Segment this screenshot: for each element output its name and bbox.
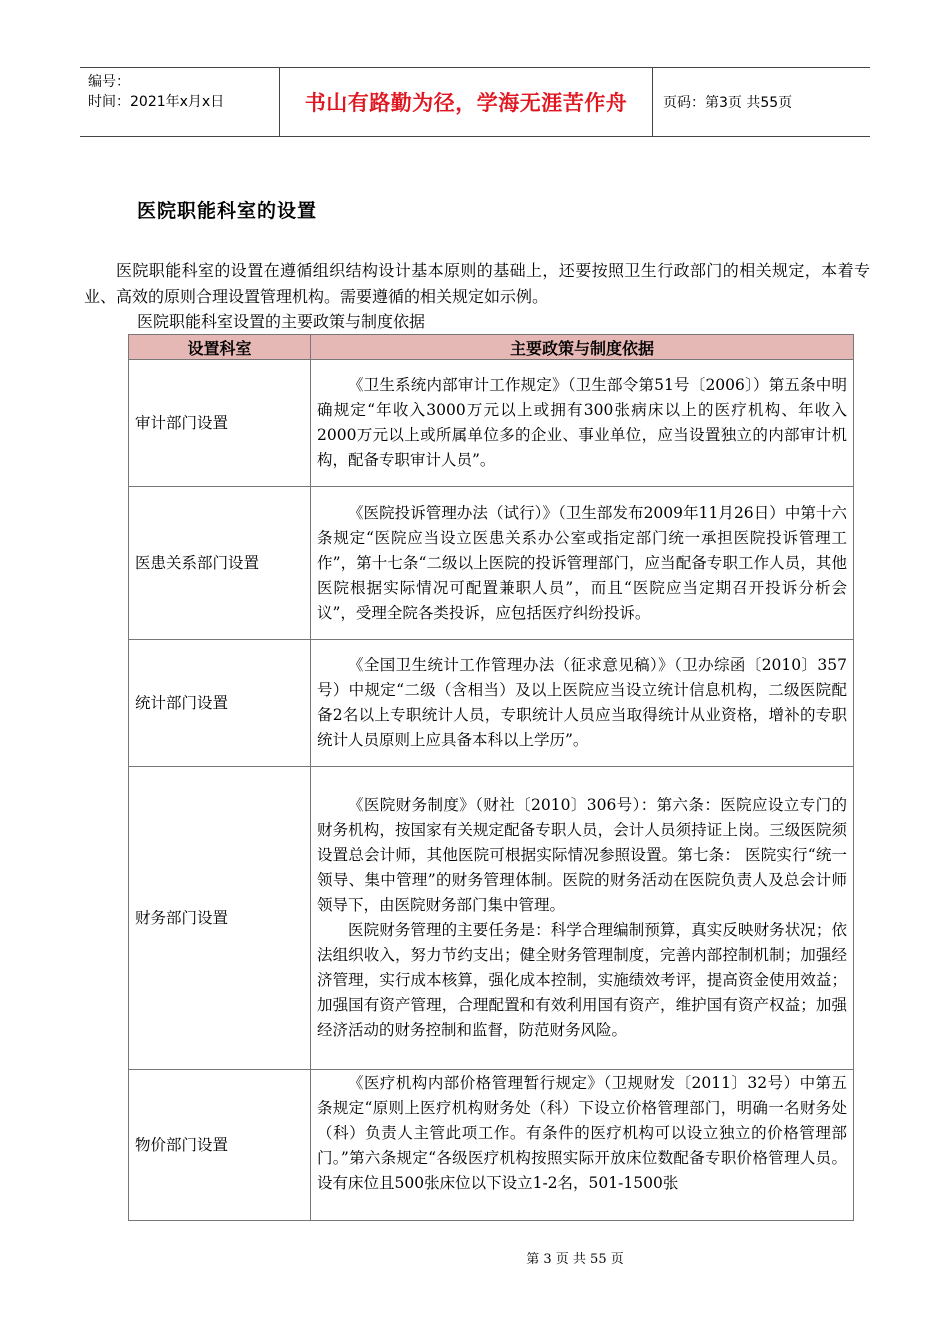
dept-cell: 物价部门设置 (129, 1070, 311, 1221)
table-row (129, 640, 854, 767)
intro-paragraph: 医院职能科室的设置在遵循组织结构设计基本原则的基础上，还要按照卫生行政部门的相关规定，本着专业、高效的原则合理设置管理机构。需要遵循的相关规定如示例。 (84, 261, 870, 306)
table-row (129, 360, 854, 487)
policy-text-2: 医院财务管理的主要任务是：科学合理编制预算，真实反映财务状况；依法组织收入，努力节约支出；健全财务管理制度，完善内部控制机制；加强经济管理，实行成本核算，强化成本控制，实施绩效考评，提高资金使用效益；加强国有资产管理，合理配置和有效利用国有资产，维护国有资产权益；加强经济活动的财务控制和监督，防范财务风险。 (317, 921, 847, 1039)
policy-cell (311, 360, 854, 487)
table-row (129, 487, 854, 640)
policy-table (128, 334, 854, 1221)
table-row (129, 1070, 854, 1221)
page-footer: 第 3 页 共 55 页 (526, 1252, 624, 1267)
policy-cell (311, 640, 854, 767)
policy-cell (311, 487, 854, 640)
time-label: 时间：2021年x月x日 (88, 94, 225, 110)
header-dept: 设置科室 (129, 335, 311, 360)
header-motto-cell (280, 68, 653, 136)
policy-cell (311, 767, 854, 1070)
policy-text: 《全国卫生统计工作管理办法（征求意见稿）》（卫办综函〔2010〕357号）中规定“二级（含相当）及以上医院应当设立统计信息机构，二级医院配备2名以上专职统计人员，专职统计人员应当取得统计从业资格，增补的专职统计人员原则上应具备本科以上学历”。 (317, 656, 847, 749)
dept-cell: 统计部门设置 (129, 640, 311, 767)
policy-text: 《医疗机构内部价格管理暂行规定》（卫规财发〔2011〕32号）中第五条规定“原则上医疗机构财务处（科）下设立价格管理部门，明确一名财务处（科）负责人主管此项工作。有条件的医疗机构可以设立独立的价格管理部门。”第六条规定“各级医疗机构按照实际开放床位数配备专职价格管理人员。设有床位且500张床位以下设立1-2名，501-1500张 (317, 1074, 847, 1192)
table-row (129, 767, 854, 1070)
page-header (80, 67, 870, 137)
header-meta (80, 68, 280, 136)
policy-text: 《医院投诉管理办法（试行）》（卫生部发布2009年11月26日）中第十六条规定“医院应当设立医患关系办公室或指定部门统一承担医院投诉管理工作”，第十七条“二级以上医院的投诉管理部门，应当配备专职工作人员，其他医院根据实际情况可配置兼职人员”，而且“医院应当定期召开投诉分析会议”，受理全院各类投诉，应包括医疗纠纷投诉。 (317, 503, 847, 622)
page-title: 医院职能科室的设置 (137, 200, 318, 222)
policy-text: 《医院财务制度》（财社〔2010〕306号）：第六条：医院应设立专门的财务机构，按国家有关规定配备专职人员，会计人员须持证上岗。三级医院须设置总会计师，其他医院可根据实际情况参照设置。第七条： 医院实行“统一领导、集中管理”的财务管理体制。医院的财务活动在医院负责人及总会计师领导下，由医院财务部门集中管理。 (317, 796, 847, 914)
dept-cell: 医患关系部门设置 (129, 487, 311, 640)
motto: 书山有路勤为径，学海无涯苦作舟 (304, 91, 628, 115)
page-number-label: 页码：第3页 共55页 (663, 95, 793, 111)
number-label: 编号： (88, 74, 130, 90)
dept-cell: 财务部门设置 (129, 767, 311, 1070)
table-header-row (129, 335, 854, 360)
policy-cell (311, 1070, 854, 1221)
dept-cell: 审计部门设置 (129, 360, 311, 487)
header-policy: 主要政策与制度依据 (311, 335, 854, 360)
table-caption: 医院职能科室设置的主要政策与制度依据 (137, 312, 426, 331)
policy-text: 《卫生系统内部审计工作规定》（卫生部令第51号〔2006〕）第五条中明确规定“年收入3000万元以上或拥有300张病床以上的医疗机构、年收入2000万元以上或所属单位多的企业、事业单位，应当设置独立的内部审计机构，配备专职审计人员”。 (317, 376, 847, 469)
